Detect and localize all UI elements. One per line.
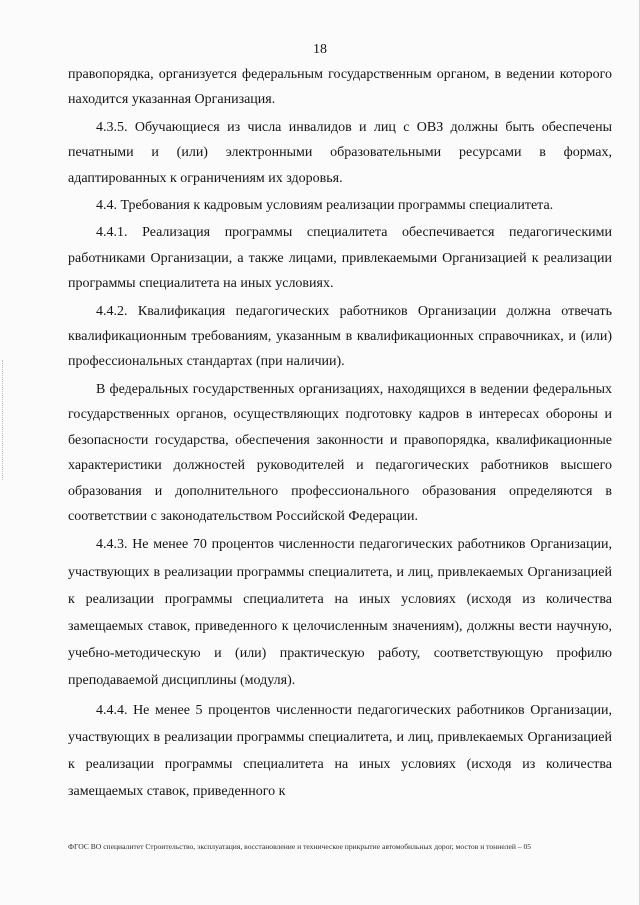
paragraph-federal-organizations: В федеральных государственных организациях, находящихся в ведении федеральных государственных органов, осуществляющих подготовку кадров в интересах обороны и безопасности государства, обеспечения законности и правопорядка, квалификационные характеристики должностей руководителей и педагогических работников высшего образования и дополнительного профессионального образования определяются в соответствии с законодательством Российской Федерации. <box>68 381 612 524</box>
paragraph-4-4: 4.4. Требования к кадровым условиям реализации программы специалитета. <box>96 198 554 214</box>
paragraph-4-4-2: 4.4.2. Квалификация педагогических работников Организации должна отвечать квалификационным требованиям, указанным в квалификационных справочниках, и (или) профессиональных стандартах (при наличии). <box>68 303 612 370</box>
paragraph-continuation: правопорядка, организуется федеральным государственным органом, в ведении которого находится указанная Организация. <box>68 67 612 108</box>
paragraph-4-4-3: 4.4.3. Не менее 70 процентов численности педагогических работников Организации, участвующих в реализации программы специалитета, и лиц, привлекаемых Организацией к реализации программы специалитета на иных условиях (исходя из количества замещаемых ставок, приведенного к целочисленным значениям), должны вести научную, учебно-методическую и (или) практическую работу, соответствующую профилю преподаваемой дисциплины (модуля). <box>68 537 612 689</box>
page-number: 18 <box>313 42 327 57</box>
page-footer: ФГОС ВО специалитет Строительство, эксплуатация, восстановление и техническое прикрытие автомобильных дорог, мостов и тоннелей – 05 <box>68 842 532 851</box>
document-body <box>68 62 612 807</box>
paragraph-4-3-5: 4.3.5. Обучающиеся из числа инвалидов и лиц с ОВЗ должны быть обеспечены печатными и (или) электронными образовательными ресурсами в формах, адаптированных к ограничениям их здоровья. <box>68 119 612 186</box>
paragraph-4-4-1: 4.4.1. Реализация программы специалитета обеспечивается педагогическими работниками Организации, а также лицами, привлекаемыми Организацией к реализации программы специалитета на иных условиях. <box>68 225 612 292</box>
scan-edge-marks <box>2 360 6 480</box>
paragraph-4-4-4: 4.4.4. Не менее 5 процентов численности педагогических работников Организации, участвующих в реализации программы специалитета, и лиц, привлекаемых Организацией к реализации программы специалитета на иных условиях (исходя из количества замещаемых ставок, приведенного к <box>68 702 612 800</box>
